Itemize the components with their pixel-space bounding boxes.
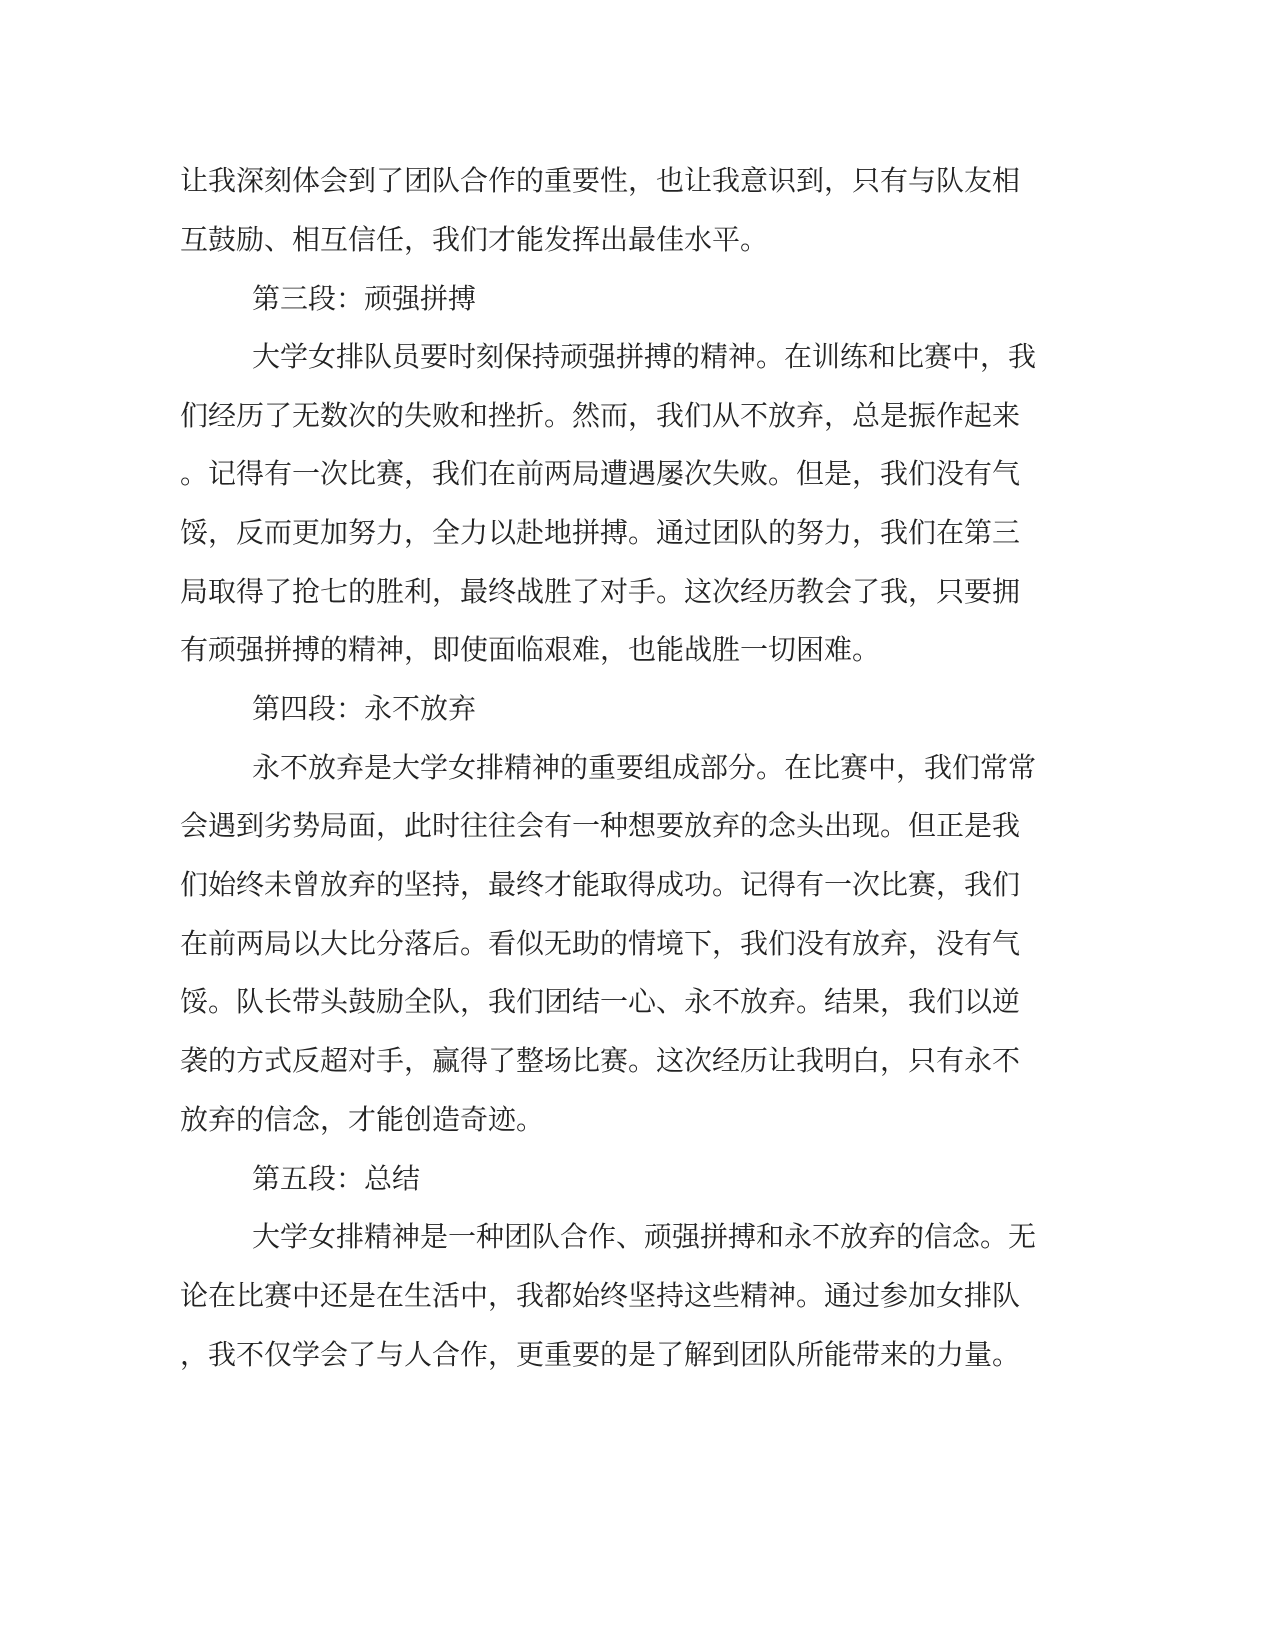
text-line: 袭的方式反超对手，赢得了整场比赛。这次经历让我明白，只有永不: [180, 1044, 1021, 1077]
text-line: 们经历了无数次的失败和挫折。然而，我们从不放弃，总是振作起来: [180, 399, 1021, 432]
text-line: 放弃的信念，才能创造奇迹。: [180, 1103, 545, 1136]
text-line: 互鼓励、相互信任，我们才能发挥出最佳水平。: [180, 223, 769, 256]
text-line: 局取得了抢七的胜利，最终战胜了对手。这次经历教会了我，只要拥: [180, 575, 1021, 608]
text-line: 永不放弃是大学女排精神的重要组成部分。在比赛中，我们常常: [252, 751, 1037, 784]
text-line: 在前两局以大比分落后。看似无助的情境下，我们没有放弃，没有气: [180, 927, 1021, 960]
text-line: 大学女排队员要时刻保持顽强拼搏的精神。在训练和比赛中，我: [252, 340, 1037, 373]
text-line: 馁。队长带头鼓励全队，我们团结一心、永不放弃。结果，我们以逆: [180, 985, 1021, 1018]
text-line: 。记得有一次比赛，我们在前两局遭遇屡次失败。但是，我们没有气: [180, 457, 1021, 490]
section-heading: 第四段：永不放弃: [252, 692, 477, 725]
section-heading: 第五段：总结: [252, 1162, 421, 1195]
text-line: 让我深刻体会到了团队合作的重要性，也让我意识到，只有与队友相: [180, 164, 1021, 197]
text-line: 大学女排精神是一种团队合作、顽强拼搏和永不放弃的信念。无: [252, 1220, 1037, 1253]
text-line: 论在比赛中还是在生活中，我都始终坚持这些精神。通过参加女排队: [180, 1279, 1021, 1312]
text-line: ，我不仅学会了与人合作，更重要的是了解到团队所能带来的力量。: [180, 1338, 1021, 1371]
text-line: 们始终未曾放弃的坚持，最终才能取得成功。记得有一次比赛，我们: [180, 868, 1021, 901]
text-line: 会遇到劣势局面，此时往往会有一种想要放弃的念头出现。但正是我: [180, 809, 1021, 842]
text-line: 馁，反而更加努力，全力以赴地拼搏。通过团队的努力，我们在第三: [180, 516, 1021, 549]
text-line: 有顽强拼搏的精神，即使面临艰难，也能战胜一切困难。: [180, 633, 881, 666]
section-heading: 第三段：顽强拼搏: [252, 282, 477, 315]
